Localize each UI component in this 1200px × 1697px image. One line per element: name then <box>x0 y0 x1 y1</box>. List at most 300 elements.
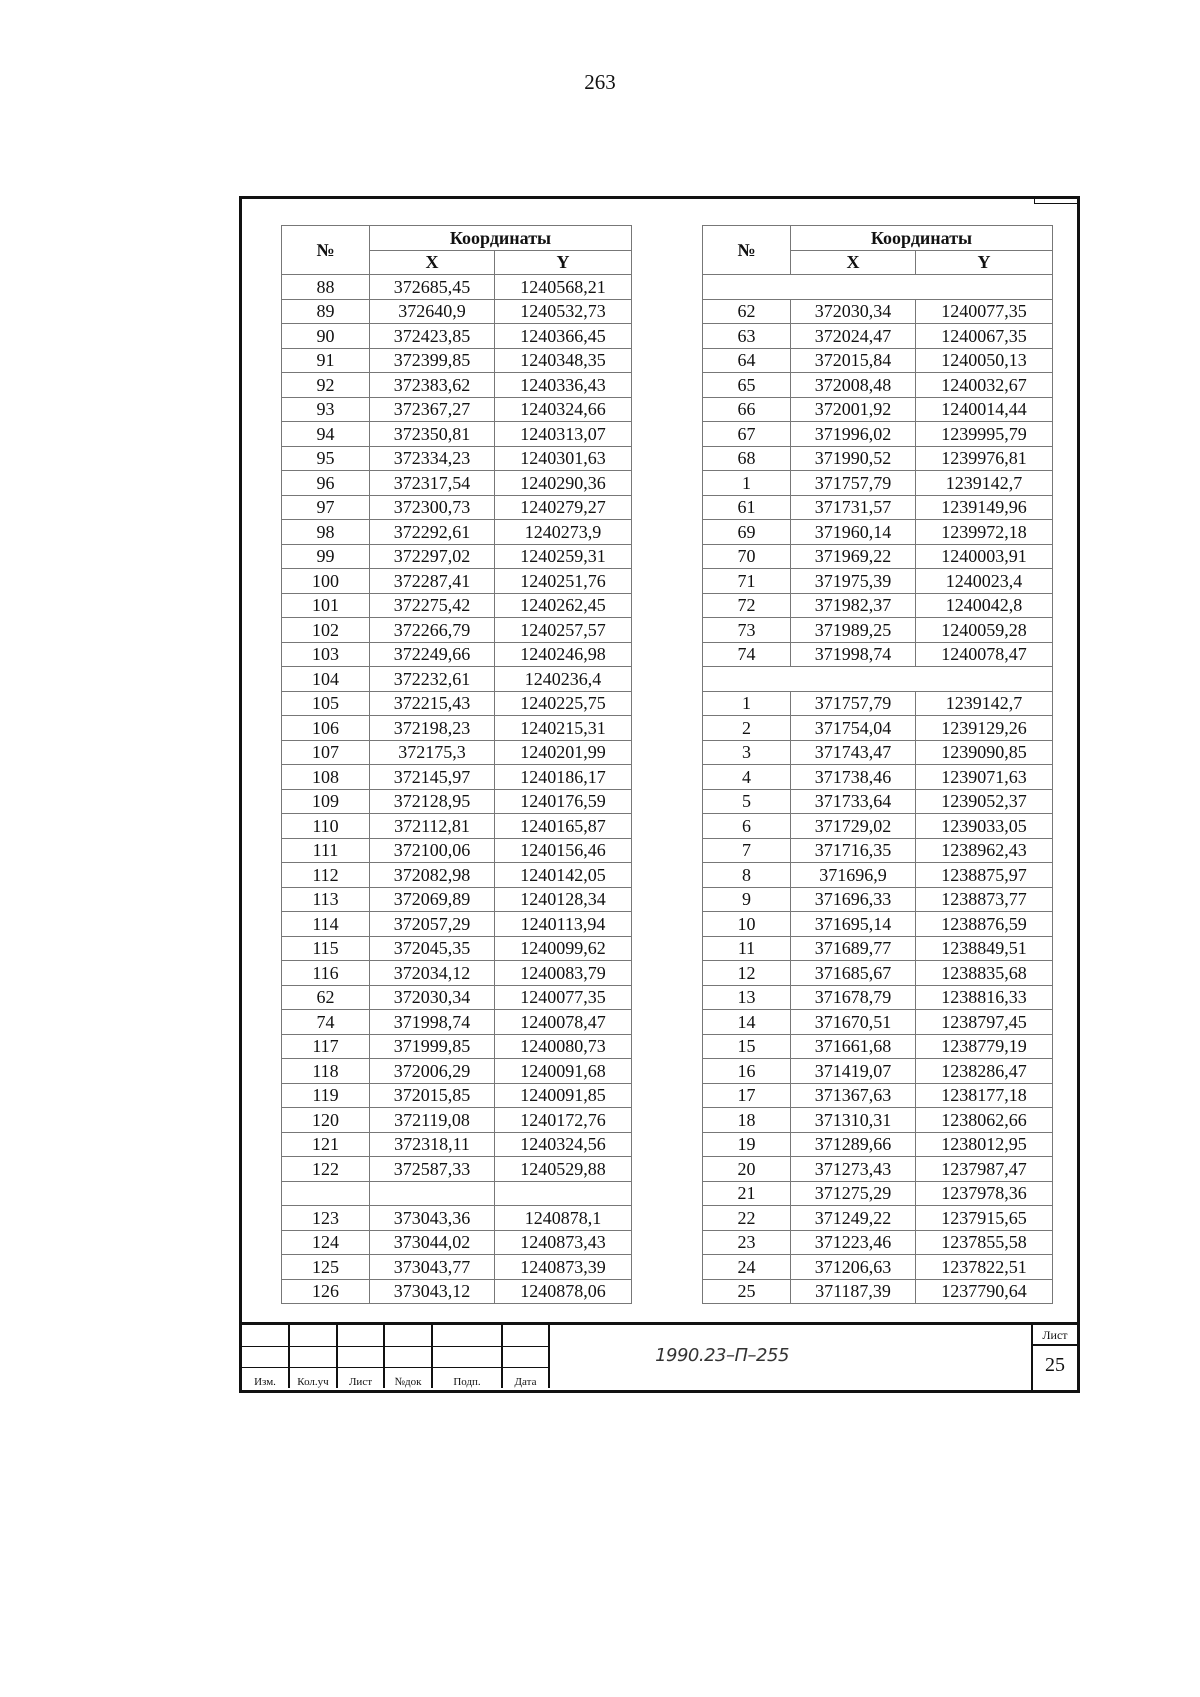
table-row <box>703 1181 1053 1206</box>
table-row <box>282 422 632 447</box>
separator-cell <box>703 275 1053 300</box>
table-row <box>703 422 1053 447</box>
x-coordinate-cell: 371695,14 <box>791 912 916 937</box>
point-number-cell: 91 <box>282 348 370 373</box>
point-number-cell: 25 <box>703 1279 791 1304</box>
y-coordinate-cell <box>495 1181 632 1206</box>
point-number-cell: 102 <box>282 618 370 643</box>
y-coordinate-cell: 1240077,35 <box>916 299 1053 324</box>
table-row <box>703 912 1053 937</box>
y-coordinate-cell: 1238962,43 <box>916 838 1053 863</box>
y-coordinate-cell: 1238286,47 <box>916 1059 1053 1084</box>
point-number-cell: 1 <box>703 691 791 716</box>
sheet-number: 25 <box>1045 1354 1065 1376</box>
y-coordinate-cell: 1240878,06 <box>495 1279 632 1304</box>
table-row <box>703 275 1053 300</box>
table-row <box>282 1230 632 1255</box>
y-coordinate-cell: 1239142,7 <box>916 691 1053 716</box>
label-date: Дата <box>502 1367 549 1388</box>
y-coordinate-cell: 1240172,76 <box>495 1108 632 1133</box>
y-coordinate-cell: 1237987,47 <box>916 1157 1053 1182</box>
y-coordinate-cell: 1240067,35 <box>916 324 1053 349</box>
header-x: X <box>370 250 495 275</box>
point-number-cell: 17 <box>703 1083 791 1108</box>
point-number-cell: 115 <box>282 936 370 961</box>
y-coordinate-cell: 1239149,96 <box>916 495 1053 520</box>
header-coordinates: Координаты <box>791 226 1053 251</box>
table-row <box>282 299 632 324</box>
x-coordinate-cell: 371275,29 <box>791 1181 916 1206</box>
y-coordinate-cell: 1240080,73 <box>495 1034 632 1059</box>
point-number-cell: 114 <box>282 912 370 937</box>
y-coordinate-cell: 1239090,85 <box>916 740 1053 765</box>
table-row <box>703 471 1053 496</box>
table-row <box>703 985 1053 1010</box>
y-coordinate-cell: 1240301,63 <box>495 446 632 471</box>
y-coordinate-cell: 1240348,35 <box>495 348 632 373</box>
y-coordinate-cell: 1238816,33 <box>916 985 1053 1010</box>
point-number-cell: 68 <box>703 446 791 471</box>
y-coordinate-cell: 1240099,62 <box>495 936 632 961</box>
point-number-cell: 8 <box>703 863 791 888</box>
x-coordinate-cell: 371996,02 <box>791 422 916 447</box>
x-coordinate-cell: 373043,77 <box>370 1255 495 1280</box>
y-coordinate-cell: 1239052,37 <box>916 789 1053 814</box>
table-row <box>703 324 1053 349</box>
x-coordinate-cell: 371757,79 <box>791 471 916 496</box>
x-coordinate-cell: 372317,54 <box>370 471 495 496</box>
table-row <box>282 1206 632 1231</box>
y-coordinate-cell: 1240014,44 <box>916 397 1053 422</box>
point-number-cell: 1 <box>703 471 791 496</box>
y-coordinate-cell: 1238177,18 <box>916 1083 1053 1108</box>
y-coordinate-cell: 1240201,99 <box>495 740 632 765</box>
table-row <box>703 348 1053 373</box>
x-coordinate-cell: 371975,39 <box>791 569 916 594</box>
point-number-cell: 12 <box>703 961 791 986</box>
y-coordinate-cell: 1239995,79 <box>916 422 1053 447</box>
table-row <box>282 569 632 594</box>
label-change: Изм. <box>242 1367 289 1388</box>
x-coordinate-cell: 372082,98 <box>370 863 495 888</box>
y-coordinate-cell: 1240529,88 <box>495 1157 632 1182</box>
header-number: № <box>282 226 370 275</box>
x-coordinate-cell: 372128,95 <box>370 789 495 814</box>
x-coordinate-cell: 371960,14 <box>791 520 916 545</box>
y-coordinate-cell: 1240215,31 <box>495 716 632 741</box>
x-coordinate-cell: 373043,12 <box>370 1279 495 1304</box>
table-row <box>703 520 1053 545</box>
x-coordinate-cell: 372318,11 <box>370 1132 495 1157</box>
x-coordinate-cell: 372232,61 <box>370 667 495 692</box>
x-coordinate-cell: 372300,73 <box>370 495 495 520</box>
header-coordinates: Координаты <box>370 226 632 251</box>
table-row <box>703 789 1053 814</box>
y-coordinate-cell: 1240324,56 <box>495 1132 632 1157</box>
point-number-cell: 22 <box>703 1206 791 1231</box>
y-coordinate-cell: 1240078,47 <box>495 1010 632 1035</box>
x-coordinate-cell: 372015,85 <box>370 1083 495 1108</box>
point-number-cell: 74 <box>703 642 791 667</box>
y-coordinate-cell: 1238779,19 <box>916 1034 1053 1059</box>
table-row <box>703 1108 1053 1133</box>
y-coordinate-cell: 1240042,8 <box>916 593 1053 618</box>
x-coordinate-cell: 371731,57 <box>791 495 916 520</box>
y-coordinate-cell: 1240186,17 <box>495 765 632 790</box>
x-coordinate-cell: 371685,67 <box>791 961 916 986</box>
point-number-cell: 5 <box>703 789 791 814</box>
x-coordinate-cell: 371982,37 <box>791 593 916 618</box>
x-coordinate-cell: 371754,04 <box>791 716 916 741</box>
point-number-cell: 74 <box>282 1010 370 1035</box>
x-coordinate-cell: 371990,52 <box>791 446 916 471</box>
point-number-cell: 93 <box>282 397 370 422</box>
y-coordinate-cell: 1239033,05 <box>916 814 1053 839</box>
table-row <box>282 1181 632 1206</box>
y-coordinate-cell: 1237822,51 <box>916 1255 1053 1280</box>
x-coordinate-cell: 371206,63 <box>791 1255 916 1280</box>
point-number-cell: 71 <box>703 569 791 594</box>
x-coordinate-cell: 371187,39 <box>791 1279 916 1304</box>
y-coordinate-cell: 1240273,9 <box>495 520 632 545</box>
x-coordinate-cell: 372334,23 <box>370 446 495 471</box>
point-number-cell: 111 <box>282 838 370 863</box>
table-row <box>282 838 632 863</box>
y-coordinate-cell: 1240873,43 <box>495 1230 632 1255</box>
table-row <box>282 765 632 790</box>
y-coordinate-cell: 1240262,45 <box>495 593 632 618</box>
y-coordinate-cell: 1239976,81 <box>916 446 1053 471</box>
point-number-cell: 4 <box>703 765 791 790</box>
table-row <box>703 691 1053 716</box>
x-coordinate-cell: 371223,46 <box>791 1230 916 1255</box>
x-coordinate-cell: 372423,85 <box>370 324 495 349</box>
y-coordinate-cell: 1240878,1 <box>495 1206 632 1231</box>
point-number-cell: 117 <box>282 1034 370 1059</box>
table-row <box>282 740 632 765</box>
y-coordinate-cell: 1238873,77 <box>916 887 1053 912</box>
x-coordinate-cell: 371273,43 <box>791 1157 916 1182</box>
table-row <box>703 618 1053 643</box>
table-row <box>282 863 632 888</box>
table-row <box>282 275 632 300</box>
point-number-cell: 16 <box>703 1059 791 1084</box>
table-row <box>703 887 1053 912</box>
y-coordinate-cell: 1240336,43 <box>495 373 632 398</box>
y-coordinate-cell: 1239071,63 <box>916 765 1053 790</box>
point-number-cell: 24 <box>703 1255 791 1280</box>
table-row <box>703 1010 1053 1035</box>
x-coordinate-cell: 372006,29 <box>370 1059 495 1084</box>
table-row <box>703 961 1053 986</box>
point-number-cell: 3 <box>703 740 791 765</box>
point-number-cell: 121 <box>282 1132 370 1157</box>
header-number: № <box>703 226 791 275</box>
y-coordinate-cell: 1240313,07 <box>495 422 632 447</box>
table-row <box>282 985 632 1010</box>
separator-cell <box>703 667 1053 692</box>
table-row <box>703 1230 1053 1255</box>
table-row <box>703 1157 1053 1182</box>
y-coordinate-cell: 1237978,36 <box>916 1181 1053 1206</box>
table-row <box>282 1059 632 1084</box>
y-coordinate-cell: 1240023,4 <box>916 569 1053 594</box>
y-coordinate-cell: 1240059,28 <box>916 618 1053 643</box>
point-number-cell: 109 <box>282 789 370 814</box>
point-number-cell: 61 <box>703 495 791 520</box>
x-coordinate-cell: 372275,42 <box>370 593 495 618</box>
x-coordinate-cell: 372015,84 <box>791 348 916 373</box>
header-x: X <box>791 250 916 275</box>
point-number-cell: 94 <box>282 422 370 447</box>
table-row <box>703 446 1053 471</box>
x-coordinate-cell: 372367,27 <box>370 397 495 422</box>
sheet-label: Лист <box>1033 1325 1077 1346</box>
table-row <box>282 912 632 937</box>
y-coordinate-cell: 1240128,34 <box>495 887 632 912</box>
table-row <box>282 1034 632 1059</box>
x-coordinate-cell: 372057,29 <box>370 912 495 937</box>
title-block-grid <box>242 1325 550 1388</box>
x-coordinate-cell: 371419,07 <box>791 1059 916 1084</box>
table-row <box>282 1132 632 1157</box>
point-number-cell: 18 <box>703 1108 791 1133</box>
point-number-cell: 103 <box>282 642 370 667</box>
point-number-cell: 97 <box>282 495 370 520</box>
point-number-cell: 72 <box>703 593 791 618</box>
point-number-cell: 63 <box>703 324 791 349</box>
point-number-cell: 13 <box>703 985 791 1010</box>
table-row <box>703 569 1053 594</box>
x-coordinate-cell: 372030,34 <box>370 985 495 1010</box>
table-row <box>703 936 1053 961</box>
y-coordinate-cell: 1240568,21 <box>495 275 632 300</box>
y-coordinate-cell: 1240324,66 <box>495 397 632 422</box>
table-row <box>703 1083 1053 1108</box>
point-number-cell: 69 <box>703 520 791 545</box>
y-coordinate-cell: 1239129,26 <box>916 716 1053 741</box>
point-number-cell <box>282 1181 370 1206</box>
x-coordinate-cell: 371249,22 <box>791 1206 916 1231</box>
y-coordinate-cell: 1240003,91 <box>916 544 1053 569</box>
point-number-cell: 104 <box>282 667 370 692</box>
x-coordinate-cell: 372024,47 <box>791 324 916 349</box>
y-coordinate-cell: 1240251,76 <box>495 569 632 594</box>
table-row <box>282 887 632 912</box>
y-coordinate-cell: 1237790,64 <box>916 1279 1053 1304</box>
title-block <box>239 1322 1080 1393</box>
point-number-cell: 2 <box>703 716 791 741</box>
point-number-cell: 119 <box>282 1083 370 1108</box>
x-coordinate-cell: 373044,02 <box>370 1230 495 1255</box>
table-row <box>703 593 1053 618</box>
point-number-cell: 126 <box>282 1279 370 1304</box>
x-coordinate-cell: 371289,66 <box>791 1132 916 1157</box>
point-number-cell: 116 <box>282 961 370 986</box>
table-row <box>703 1255 1053 1280</box>
x-coordinate-cell: 371670,51 <box>791 1010 916 1035</box>
point-number-cell: 99 <box>282 544 370 569</box>
x-coordinate-cell: 371998,74 <box>370 1010 495 1035</box>
table-row <box>282 618 632 643</box>
point-number-cell: 95 <box>282 446 370 471</box>
point-number-cell: 14 <box>703 1010 791 1035</box>
y-coordinate-cell: 1240032,67 <box>916 373 1053 398</box>
y-coordinate-cell: 1240050,13 <box>916 348 1053 373</box>
x-coordinate-cell: 372292,61 <box>370 520 495 545</box>
table-row <box>703 667 1053 692</box>
table-row <box>703 740 1053 765</box>
x-coordinate-cell: 371696,9 <box>791 863 916 888</box>
x-coordinate-cell: 371999,85 <box>370 1034 495 1059</box>
table-row <box>703 1206 1053 1231</box>
point-number-cell: 20 <box>703 1157 791 1182</box>
point-number-cell: 125 <box>282 1255 370 1280</box>
point-number-cell: 11 <box>703 936 791 961</box>
table-row <box>282 716 632 741</box>
point-number-cell: 19 <box>703 1132 791 1157</box>
point-number-cell: 67 <box>703 422 791 447</box>
y-coordinate-cell: 1240113,94 <box>495 912 632 937</box>
y-coordinate-cell: 1240873,39 <box>495 1255 632 1280</box>
x-coordinate-cell: 372383,62 <box>370 373 495 398</box>
x-coordinate-cell: 372001,92 <box>791 397 916 422</box>
table-row <box>703 1279 1053 1304</box>
y-coordinate-cell: 1238875,97 <box>916 863 1053 888</box>
x-coordinate-cell: 372034,12 <box>370 961 495 986</box>
point-number-cell: 124 <box>282 1230 370 1255</box>
table-row <box>703 495 1053 520</box>
point-number-cell: 108 <box>282 765 370 790</box>
point-number-cell: 118 <box>282 1059 370 1084</box>
x-coordinate-cell: 371716,35 <box>791 838 916 863</box>
table-row <box>282 593 632 618</box>
x-coordinate-cell: 372030,34 <box>791 299 916 324</box>
table-row <box>703 397 1053 422</box>
x-coordinate-cell: 371969,22 <box>791 544 916 569</box>
table-row <box>282 1157 632 1182</box>
x-coordinate-cell: 371678,79 <box>791 985 916 1010</box>
x-coordinate-cell: 373043,36 <box>370 1206 495 1231</box>
table-row <box>282 1108 632 1133</box>
y-coordinate-cell: 1240091,68 <box>495 1059 632 1084</box>
y-coordinate-cell: 1239972,18 <box>916 520 1053 545</box>
table-row <box>703 814 1053 839</box>
table-row <box>703 716 1053 741</box>
x-coordinate-cell: 371310,31 <box>791 1108 916 1133</box>
table-row <box>282 495 632 520</box>
x-coordinate-cell: 372008,48 <box>791 373 916 398</box>
point-number-cell: 100 <box>282 569 370 594</box>
point-number-cell: 23 <box>703 1230 791 1255</box>
point-number-cell: 6 <box>703 814 791 839</box>
y-coordinate-cell: 1240246,98 <box>495 642 632 667</box>
y-coordinate-cell: 1240366,45 <box>495 324 632 349</box>
point-number-cell: 89 <box>282 299 370 324</box>
table-row <box>282 936 632 961</box>
x-coordinate-cell: 371696,33 <box>791 887 916 912</box>
y-coordinate-cell: 1240290,36 <box>495 471 632 496</box>
x-coordinate-cell: 372685,45 <box>370 275 495 300</box>
table-row <box>282 642 632 667</box>
y-coordinate-cell: 1240225,75 <box>495 691 632 716</box>
point-number-cell: 113 <box>282 887 370 912</box>
y-coordinate-cell: 1240259,31 <box>495 544 632 569</box>
x-coordinate-cell: 372640,9 <box>370 299 495 324</box>
y-coordinate-cell: 1240077,35 <box>495 985 632 1010</box>
x-coordinate-cell: 371743,47 <box>791 740 916 765</box>
x-coordinate-cell <box>370 1181 495 1206</box>
y-coordinate-cell: 1240279,27 <box>495 495 632 520</box>
point-number-cell: 110 <box>282 814 370 839</box>
label-signature: Подп. <box>432 1367 502 1388</box>
x-coordinate-cell: 372175,3 <box>370 740 495 765</box>
y-coordinate-cell: 1240257,57 <box>495 618 632 643</box>
table-row <box>703 299 1053 324</box>
x-coordinate-cell: 372119,08 <box>370 1108 495 1133</box>
x-coordinate-cell: 372112,81 <box>370 814 495 839</box>
table-row <box>703 1059 1053 1084</box>
point-number-cell: 15 <box>703 1034 791 1059</box>
table-row <box>703 642 1053 667</box>
table-row <box>282 814 632 839</box>
x-coordinate-cell: 372198,23 <box>370 716 495 741</box>
point-number-cell: 90 <box>282 324 370 349</box>
x-coordinate-cell: 372266,79 <box>370 618 495 643</box>
point-number-cell: 105 <box>282 691 370 716</box>
y-coordinate-cell: 1240078,47 <box>916 642 1053 667</box>
x-coordinate-cell: 371989,25 <box>791 618 916 643</box>
point-number-cell: 96 <box>282 471 370 496</box>
y-coordinate-cell: 1240236,4 <box>495 667 632 692</box>
y-coordinate-cell: 1237915,65 <box>916 1206 1053 1231</box>
label-doc-number: №док <box>384 1367 432 1388</box>
table-row <box>282 373 632 398</box>
point-number-cell: 10 <box>703 912 791 937</box>
table-row <box>282 446 632 471</box>
y-coordinate-cell: 1237855,58 <box>916 1230 1053 1255</box>
label-count: Кол.уч <box>289 1367 337 1388</box>
table-row <box>282 1010 632 1035</box>
point-number-cell: 92 <box>282 373 370 398</box>
coordinates-table-right <box>702 225 1053 1304</box>
point-number-cell: 62 <box>703 299 791 324</box>
table-row <box>282 471 632 496</box>
x-coordinate-cell: 372215,43 <box>370 691 495 716</box>
x-coordinate-cell: 371729,02 <box>791 814 916 839</box>
point-number-cell: 7 <box>703 838 791 863</box>
sheet-box <box>1031 1325 1077 1390</box>
table-row <box>703 1132 1053 1157</box>
table-row <box>282 961 632 986</box>
x-coordinate-cell: 371757,79 <box>791 691 916 716</box>
table-row <box>282 1255 632 1280</box>
point-number-cell: 101 <box>282 593 370 618</box>
y-coordinate-cell: 1240083,79 <box>495 961 632 986</box>
y-coordinate-cell: 1238835,68 <box>916 961 1053 986</box>
x-coordinate-cell: 371661,68 <box>791 1034 916 1059</box>
y-coordinate-cell: 1240142,05 <box>495 863 632 888</box>
x-coordinate-cell: 371733,64 <box>791 789 916 814</box>
x-coordinate-cell: 372350,81 <box>370 422 495 447</box>
y-coordinate-cell: 1238797,45 <box>916 1010 1053 1035</box>
table-row <box>703 544 1053 569</box>
point-number-cell: 107 <box>282 740 370 765</box>
table-row <box>703 765 1053 790</box>
point-number-cell: 21 <box>703 1181 791 1206</box>
table-row <box>282 348 632 373</box>
table-row <box>282 1279 632 1304</box>
